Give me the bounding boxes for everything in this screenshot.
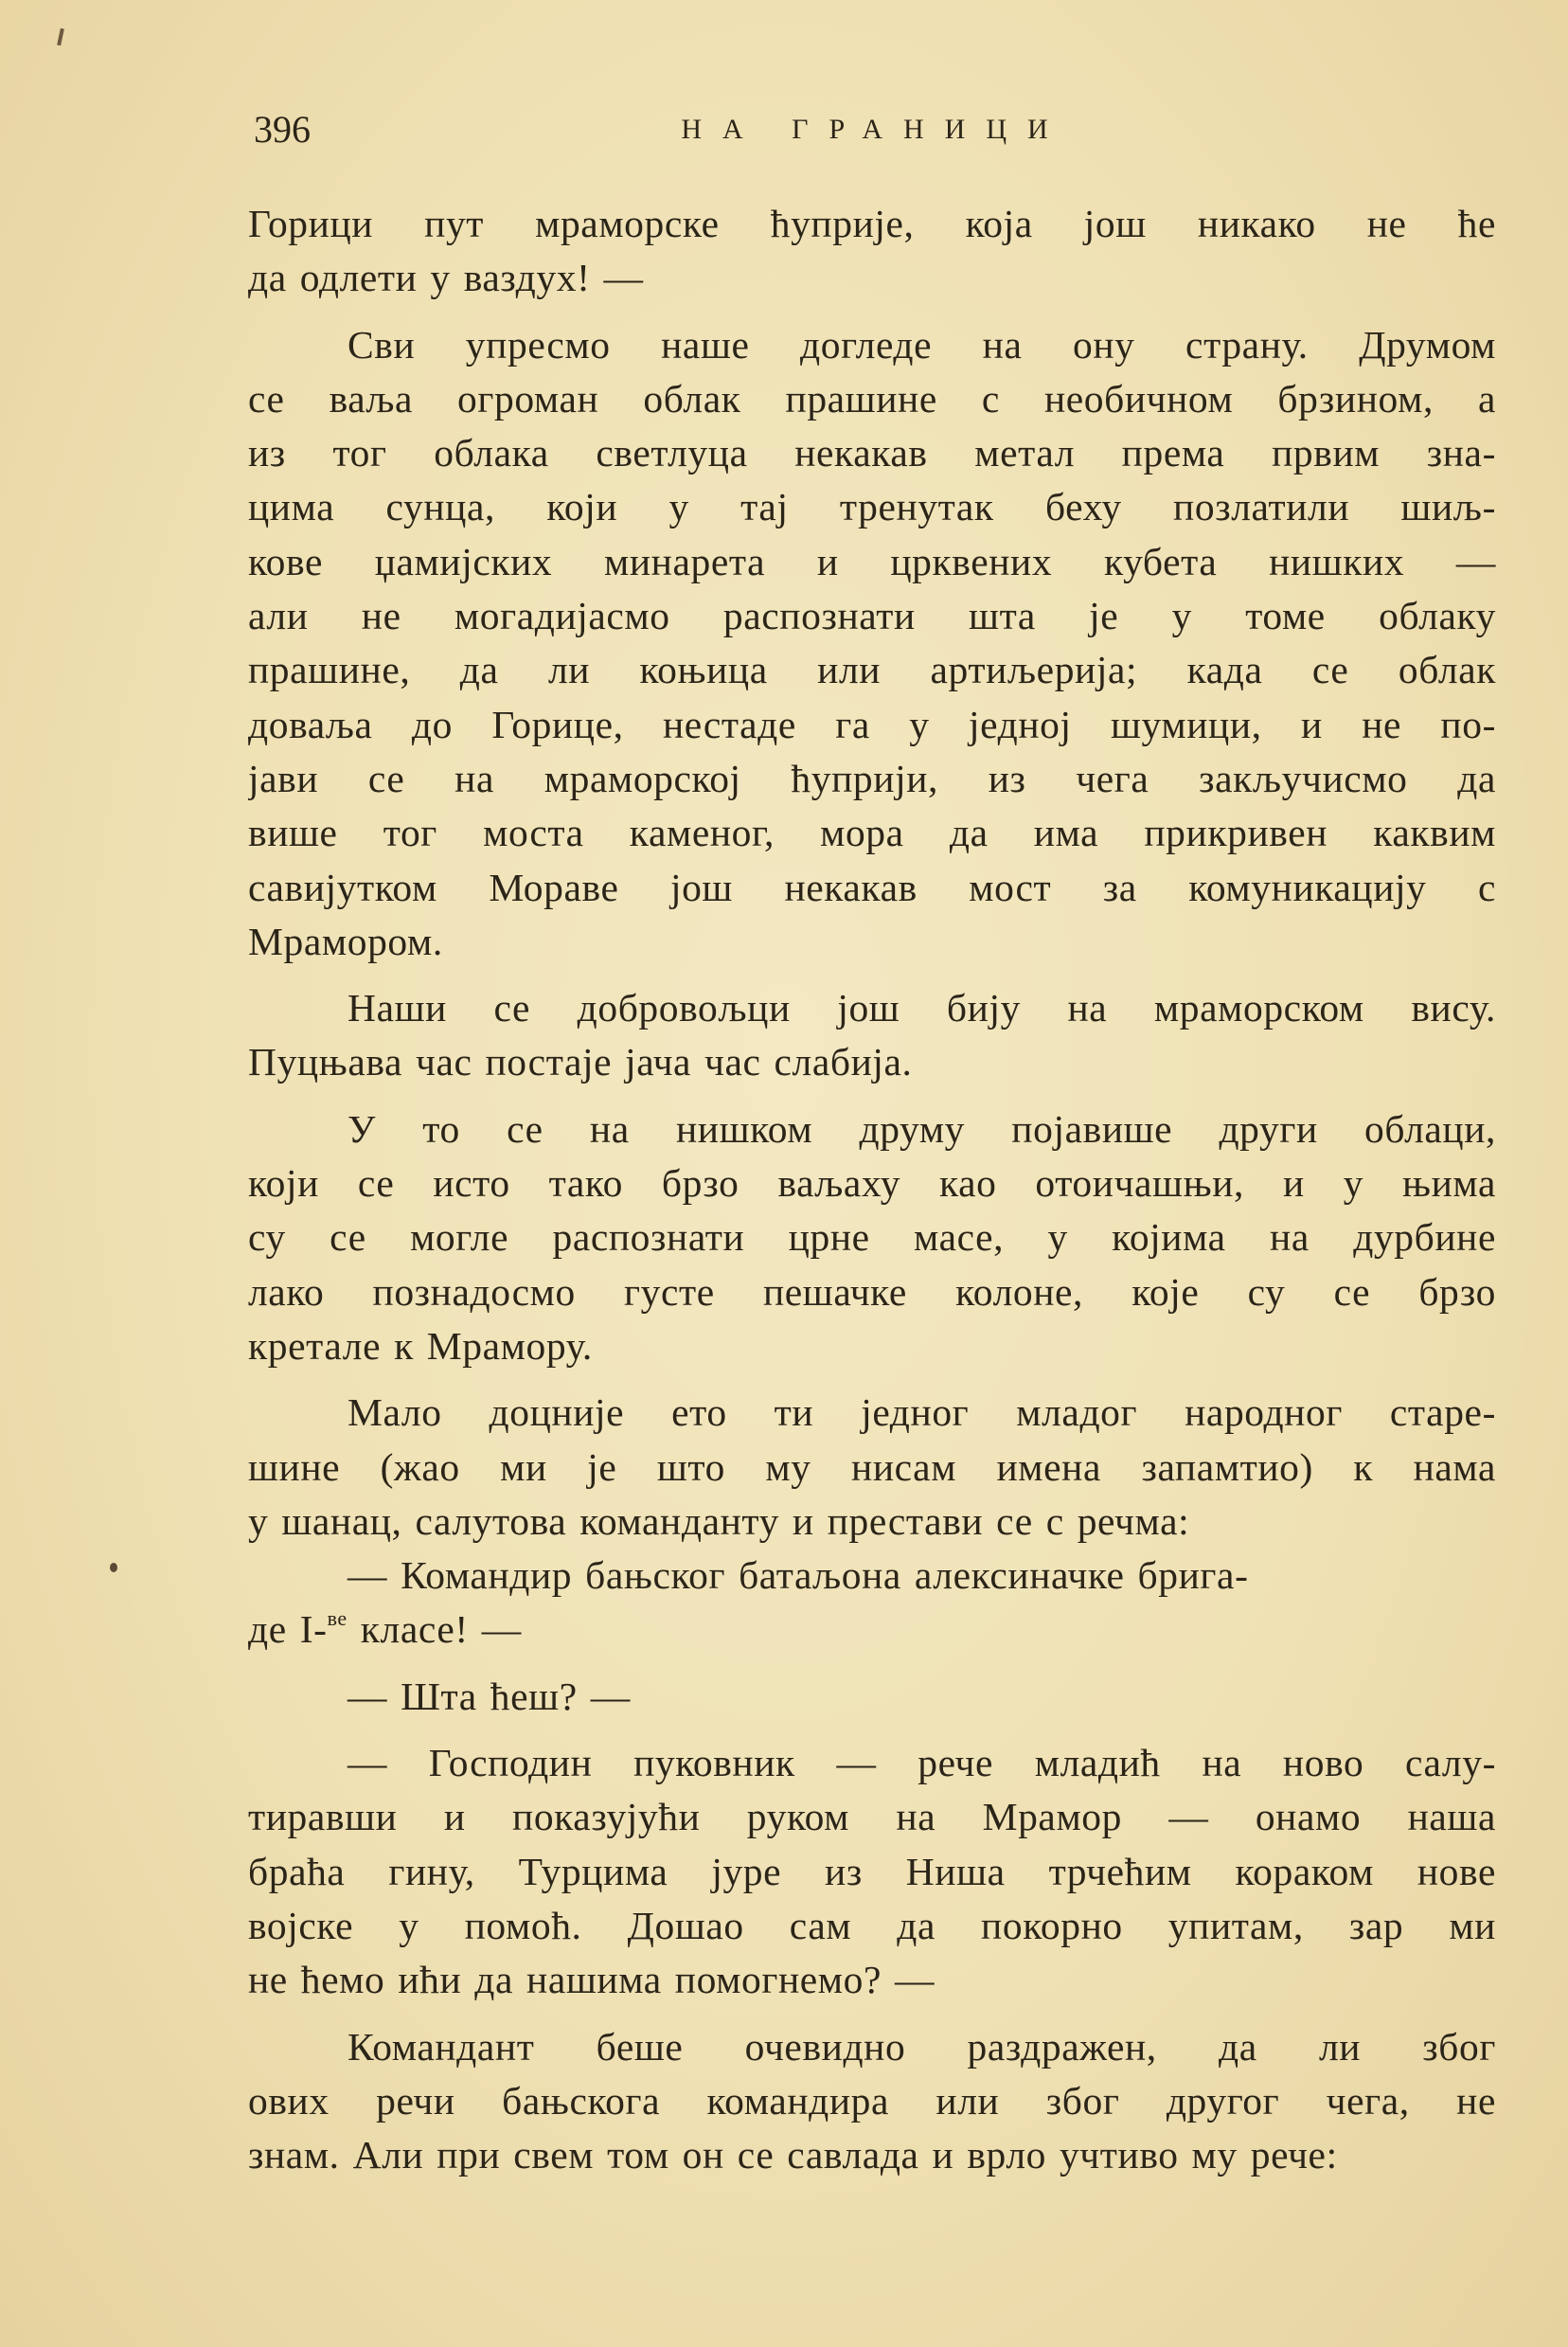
text-line: цима сунца, који у тај тренутак беху позлатили шиљ- [248, 485, 1496, 529]
text-line: се ваља огроман облак прашине с необичном брзином, а [248, 376, 1496, 421]
text-line: — Господин пуковник — рече младић на ново салу- [347, 1741, 1496, 1785]
text-line: из тог облака светлуца некакав метал према првим зна- [248, 431, 1496, 475]
text-line: У то се на нишком друму појавише други облаци, [347, 1106, 1496, 1151]
paragraph-gap [248, 1657, 1496, 1670]
paragraph-gap [248, 1724, 1496, 1736]
text-line: да одлети у ваздух! — [248, 256, 644, 300]
text-line: — Шта ћеш? — [347, 1674, 631, 1718]
paragraph-gap [248, 2008, 1496, 2020]
text-line: Наши се добровољци још бију на мраморском вису. [347, 986, 1496, 1030]
paragraph-gap [248, 969, 1496, 981]
text-fragment: класе! — [347, 1607, 522, 1652]
text-line: Командант беше очевидно раздражен, да ли због [347, 2024, 1496, 2069]
text-line: су се могле распознати црне масе, у којима на дурбине [248, 1215, 1496, 1260]
paragraph-gap [248, 306, 1496, 318]
text-line: Пуцњава час постаје јача час слабија. [248, 1040, 913, 1084]
text-line: кретале к Мрамору. [248, 1323, 593, 1368]
text-fragment: де I- [248, 1607, 328, 1652]
text-line: јави се на мраморској ћуприји, из чега закључисмо да [248, 756, 1496, 800]
page-header [254, 106, 1496, 153]
text-line: ових речи бањскога командира или због другог чега, не [248, 2078, 1496, 2123]
paragraph-gap [248, 1373, 1496, 1386]
text-line: више тог моста каменог, мора да има прикривен каквим [248, 811, 1496, 855]
text-line: али не могадијасмо распознати шта је у томе облаку [248, 594, 1496, 638]
text-line: војске у помоћ. Дошао сам да покорно упитам, зар ми [248, 1903, 1496, 1947]
text-line: прашине, да ли коњица или артиљерија; када се облак [248, 648, 1496, 692]
body-text [248, 197, 1496, 2182]
text-line: Мрамором. [248, 919, 443, 963]
page-number: 396 [254, 108, 311, 151]
paragraph-gap [248, 1090, 1496, 1102]
text-line: браћа гину, Турцима јуре из Ниша трчећим кораком нове [248, 1849, 1496, 1893]
text-line: Горици пут мраморске ћуприје, која још никако не ће [248, 202, 1496, 245]
text-line: не ћемо ићи да нашима помогнемо? — [248, 1958, 935, 2002]
text-line: доваља до Горице, нестаде га у једној шумици, и не по- [248, 702, 1496, 746]
text-line: савијутком Мораве још некакав мост за комуникацију с [248, 865, 1496, 909]
text-line: који се исто тако брзо ваљаху као отоичашњи, и у њима [248, 1161, 1496, 1206]
text-line: — Командир бањског батаљона алексиначке брига- [347, 1553, 1249, 1598]
text-line: лако познадосмо густе пешачке колоне, које су се брзо [248, 1269, 1496, 1314]
text-line: кове џамијских минарета и црквених кубета нишких — [248, 539, 1496, 583]
text-line: шине (жао ми је што му нисам имена запамтио) к нама [248, 1444, 1496, 1489]
text-line [248, 1603, 1496, 1657]
superscript: ве [327, 1606, 347, 1631]
ink-speck [57, 28, 64, 45]
text-line: знам. Али при свем том он се савлада и врло учтиво му рече: [248, 2133, 1338, 2177]
text-line: Сви упресмо наше догледе на ону страну. Друмом [347, 322, 1496, 367]
running-head: НА ГРАНИЦИ [681, 114, 1069, 145]
text-line: у шанац, салутова команданту и престави се с речма: [248, 1498, 1190, 1543]
text-line: Мало доцније ето ти једног младог народног старе- [347, 1390, 1496, 1435]
text-line: тиравши и показујући руком на Мрамор — онамо наша [248, 1795, 1496, 1839]
ink-speck [110, 1563, 117, 1572]
